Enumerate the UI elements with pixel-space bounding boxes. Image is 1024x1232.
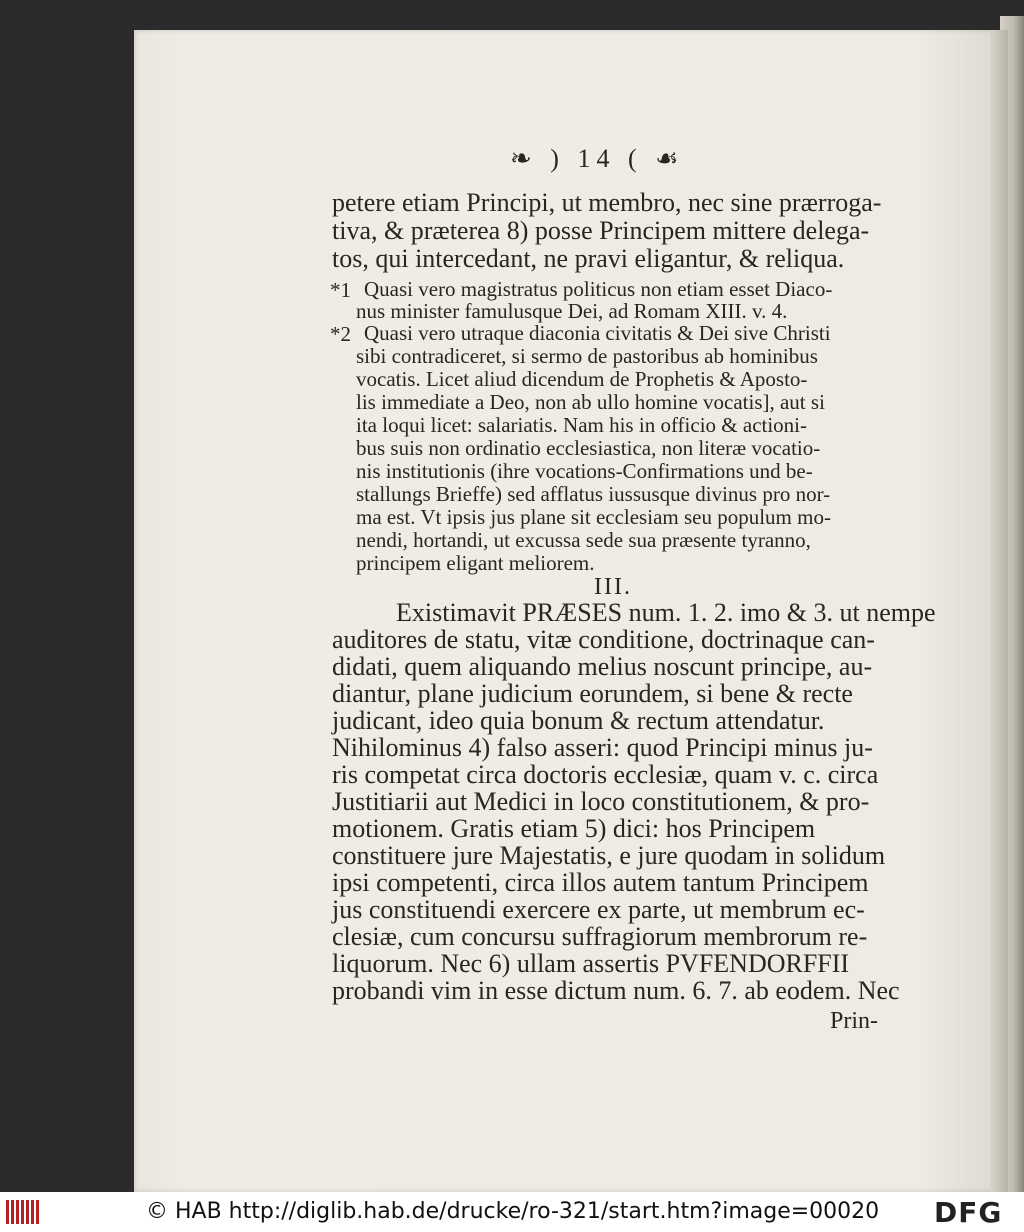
footnote-2-line-5: ita loqui licet: salariatis. Nam his in officio & actioni- — [356, 413, 808, 437]
footnote-2-line-1: Quasi vero utraque diaconia civitatis & Dei sive Christi — [364, 321, 831, 345]
footnote-2-line-8: stallungs Brieffe) sed afflatus iussusque divinus pro nor- — [356, 482, 831, 506]
footnote-2-line-9: ma est. Vt ipsis jus plane sit ecclesiam seu populum mo- — [356, 505, 831, 529]
paragraph-line-5: judicant, ideo quia bonum & rectum attendatur. — [332, 706, 825, 735]
footnote-mark-1: *1 — [330, 278, 351, 302]
copyright-url[interactable]: © HAB http://diglib.hab.de/drucke/ro-321/start.htm?image=00020 — [146, 1199, 880, 1224]
dfg-logo: DFG — [934, 1196, 1003, 1229]
body-line-2: tiva, & præterea 8) posse Principem mittere delega- — [332, 216, 870, 245]
paragraph-line-13: clesiæ, cum concursu suffragiorum membrorum re- — [332, 922, 868, 951]
footnote-2-line-7: nis institutionis (ihre vocations-Confirmations und be- — [356, 459, 813, 483]
paragraph-line-4: diantur, plane judicium eorundem, si bene & recte — [332, 679, 853, 708]
page-header: ❧ ) 14 ( ☙ — [510, 144, 685, 173]
footnote-mark-2: *2 — [330, 322, 351, 346]
footnote-1-line-2: nus minister famulusque Dei, ad Romam XIII. v. 4. — [356, 299, 788, 323]
footnote-2-line-2: sibi contradiceret, si sermo de pastoribus ab hominibus — [356, 344, 818, 368]
paragraph-line-3: didati, quem aliquando melius noscunt principe, au- — [332, 652, 873, 681]
paragraph-line-12: jus constituendi exercere ex parte, ut membrum ec- — [332, 895, 865, 924]
paragraph-line-8: Justitiarii aut Medici in loco constitutionem, & pro- — [332, 787, 870, 816]
footnote-2-line-6: bus suis non ordinatio ecclesiastica, non literæ vocatio- — [356, 436, 821, 460]
footnote-2-line-3: vocatis. Licet aliud dicendum de Prophetis & Aposto- — [356, 367, 808, 391]
paragraph-line-10: constituere jure Majestatis, e jure quodam in solidum — [332, 841, 886, 870]
body-line-3: tos, qui intercedant, ne pravi eligantur, & reliqua. — [332, 244, 845, 273]
paragraph-line-9: motionem. Gratis etiam 5) dici: hos Principem — [332, 814, 816, 843]
page-edge — [990, 30, 1008, 1192]
paragraph-line-11: ipsi competenti, circa illos autem tantum Principem — [332, 868, 869, 897]
catchword: Prin- — [830, 1008, 878, 1034]
paragraph-line-14: liquorum. Nec 6) ullam assertis PVFENDORFFII — [332, 949, 850, 978]
paragraph-line-2: auditores de statu, vitæ conditione, doctrinaque can- — [332, 625, 875, 654]
footnote-2-line-11: principem eligant meliorem. — [356, 551, 595, 575]
viewer-footer — [0, 1192, 1024, 1232]
paragraph-line-1: Existimavit PRÆSES num. 1. 2. imo & 3. ut nempe — [396, 598, 936, 627]
paragraph-line-6: Nihilominus 4) falso asseri: quod Principi minus ju- — [332, 733, 873, 762]
footnote-1-line-1: Quasi vero magistratus politicus non etiam esset Diaco- — [364, 277, 833, 301]
paragraph-line-7: ris competat circa doctoris ecclesiæ, quam v. c. circa — [332, 760, 879, 789]
footnote-2-line-10: nendi, hortandi, ut excussa sede sua præsente tyranno, — [356, 528, 811, 552]
paragraph-line-15: probandi vim in esse dictum num. 6. 7. ab eodem. Nec — [332, 976, 900, 1005]
section-number: III. — [594, 574, 632, 600]
footnote-2-line-4: lis immediate a Deo, non ab ullo homine vocatis], aut si — [356, 390, 825, 414]
library-barcode-icon — [6, 1200, 42, 1224]
body-line-1: petere etiam Principi, ut membro, nec sine prærroga- — [332, 188, 882, 217]
